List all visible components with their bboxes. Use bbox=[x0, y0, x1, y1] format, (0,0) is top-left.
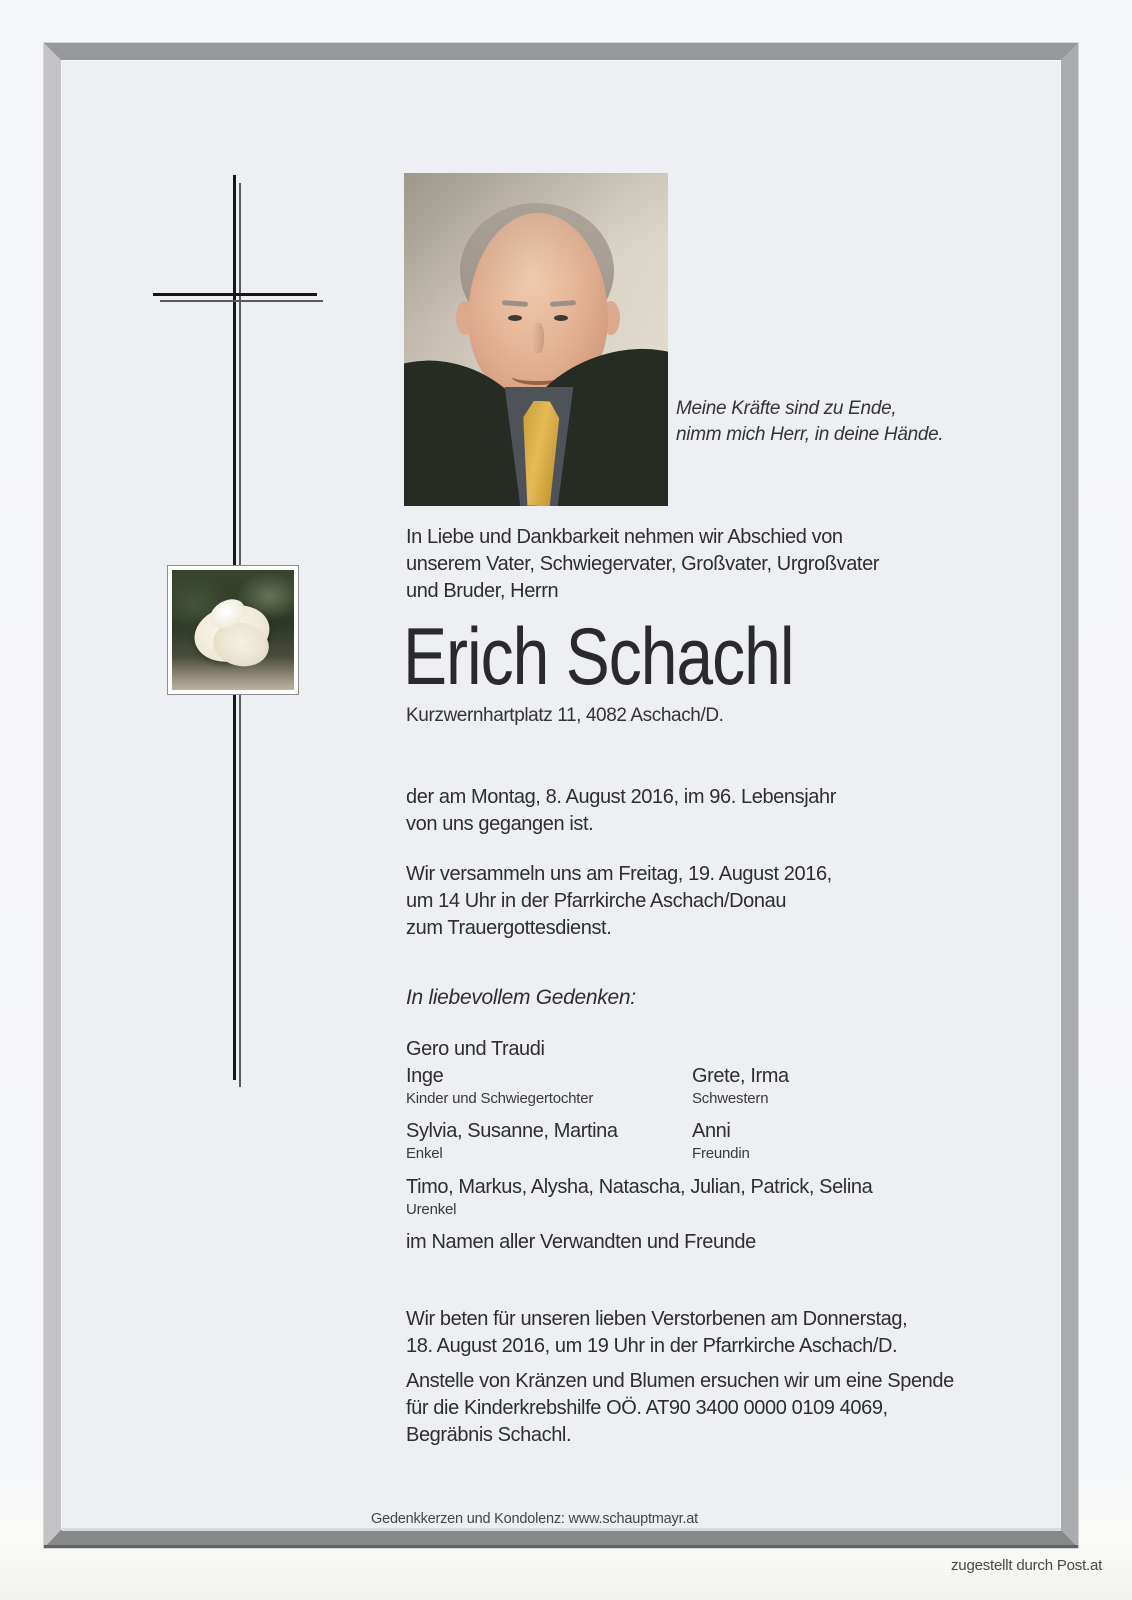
mourner-name: Timo, Markus, Alysha, Natascha, Julian, Patrick, Selina bbox=[406, 1176, 873, 1198]
service-line: zum Trauergottesdienst. bbox=[406, 917, 612, 939]
intro-line: unserem Vater, Schwiegervater, Großvater, Urgroßvater bbox=[406, 553, 880, 575]
service-line: Wir versammeln uns am Freitag, 19. August 2016, bbox=[406, 863, 832, 885]
portrait-suit-shoulder bbox=[404, 347, 558, 506]
intro-line: In Liebe und Dankbarkeit nehmen wir Abschied von bbox=[406, 526, 843, 548]
portrait-nose bbox=[532, 323, 544, 353]
mourner-relation: Enkel bbox=[406, 1145, 443, 1162]
card-frame-bottom-bevel-light bbox=[62, 1528, 1061, 1531]
mourner-name: Anni bbox=[692, 1120, 731, 1142]
quote-line: Meine Kräfte sind zu Ende, bbox=[676, 398, 897, 419]
memorial-heading: In liebevollem Gedenken: bbox=[406, 986, 636, 1009]
portrait-eye bbox=[508, 315, 522, 321]
mourner-relation: Freundin bbox=[692, 1145, 750, 1162]
service-line: um 14 Uhr in der Pfarrkirche Aschach/Donau bbox=[406, 890, 787, 912]
service-paragraph bbox=[406, 861, 832, 942]
intro-paragraph bbox=[406, 524, 879, 605]
donation-paragraph bbox=[406, 1368, 954, 1449]
quote-line: nimm mich Herr, in deine Hände. bbox=[676, 424, 944, 445]
death-line: der am Montag, 8. August 2016, im 96. Lebensjahr bbox=[406, 786, 836, 808]
portrait-suit bbox=[404, 424, 668, 506]
prayer-line: 18. August 2016, um 19 Uhr in der Pfarrkirche Aschach/D. bbox=[406, 1335, 898, 1357]
mourner-relation: Kinder und Schwiegertochter bbox=[406, 1090, 594, 1107]
white-rose-image bbox=[172, 570, 294, 690]
portrait-eyebrow bbox=[502, 300, 528, 307]
portrait-tie bbox=[520, 400, 560, 506]
portrait-mouth bbox=[512, 369, 564, 385]
donation-line: für die Kinderkrebshilfe OÖ. AT90 3400 0000 0109 4069, bbox=[406, 1397, 888, 1419]
portrait-face bbox=[468, 213, 608, 403]
portrait-ear bbox=[602, 301, 620, 335]
death-line: von uns gegangen ist. bbox=[406, 813, 594, 835]
portrait-suit-shoulder bbox=[492, 332, 668, 506]
mourner-relation: Schwestern bbox=[692, 1090, 769, 1107]
intro-line: und Bruder, Herrn bbox=[406, 580, 559, 602]
portrait-ear bbox=[456, 301, 474, 335]
mourner-name: Sylvia, Susanne, Martina bbox=[406, 1120, 618, 1142]
mourner-name: Inge bbox=[406, 1065, 444, 1087]
white-rose-photo bbox=[167, 565, 299, 695]
postal-delivery-note: zugestellt durch Post.at bbox=[951, 1557, 1103, 1574]
deceased-portrait-photo bbox=[404, 173, 668, 506]
deceased-name: Erich Schachl bbox=[403, 610, 794, 702]
mourner-name: Gero und Traudi bbox=[406, 1038, 545, 1060]
portrait-eyebrow bbox=[550, 300, 576, 307]
portrait-eye bbox=[554, 315, 568, 321]
death-paragraph bbox=[406, 784, 836, 838]
donation-line: Anstelle von Kränzen und Blumen ersuchen wir um eine Spende bbox=[406, 1370, 954, 1392]
portrait-shirt bbox=[500, 387, 578, 506]
deceased-address: Kurzwernhartplatz 11, 4082 Aschach/D. bbox=[406, 705, 724, 726]
condolence-note: Gedenkkerzen und Kondolenz: www.schauptmayr.at bbox=[371, 1511, 698, 1527]
mourner-relation: Urenkel bbox=[406, 1201, 457, 1218]
cross-horizontal-line-thin bbox=[160, 300, 323, 302]
prayer-line: Wir beten für unseren lieben Verstorbenen am Donnerstag, bbox=[406, 1308, 908, 1330]
card-frame-bottom-bevel-dark bbox=[44, 1545, 1078, 1548]
cross-horizontal-line bbox=[153, 293, 317, 296]
mourner-name: Grete, Irma bbox=[692, 1065, 789, 1087]
prayer-paragraph bbox=[406, 1306, 907, 1360]
donation-line: Begräbnis Schachl. bbox=[406, 1424, 572, 1446]
mourners-closing: im Namen aller Verwandten und Freunde bbox=[406, 1231, 756, 1253]
memorial-quote bbox=[676, 396, 943, 448]
portrait-hair bbox=[460, 203, 614, 339]
